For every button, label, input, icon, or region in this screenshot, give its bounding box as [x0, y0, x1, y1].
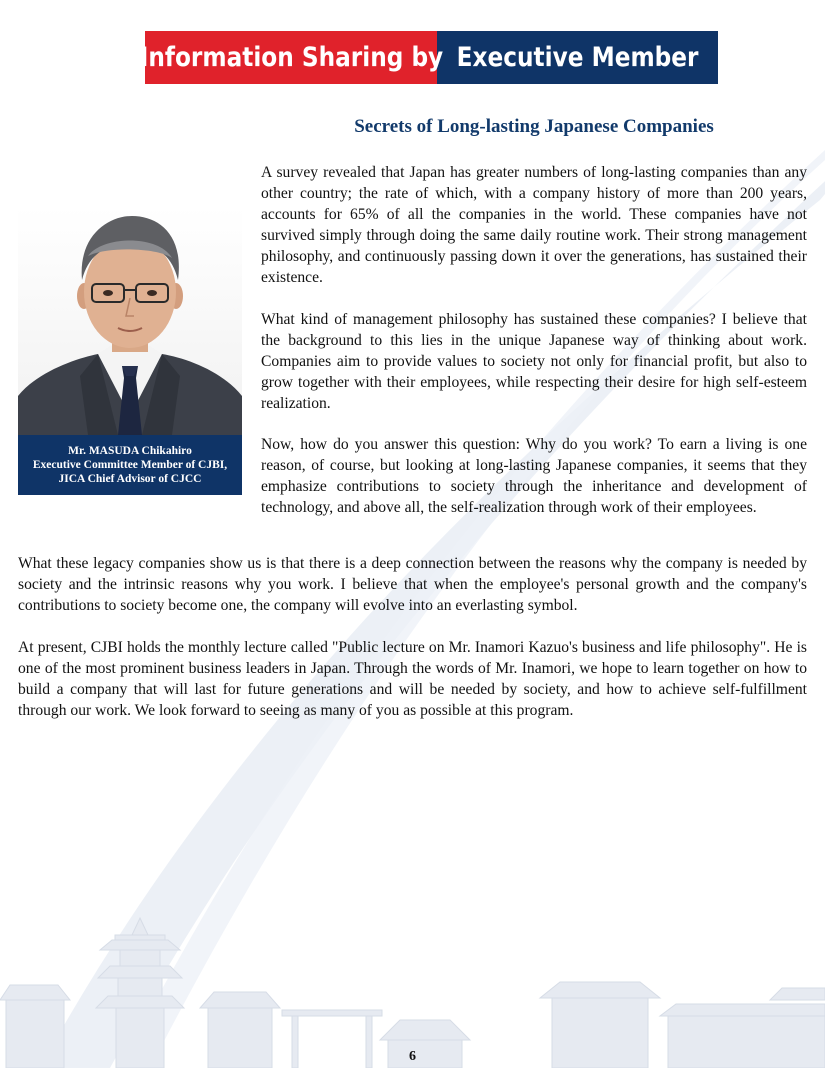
banner-left-block	[139, 31, 443, 84]
page-number: 6	[409, 1049, 416, 1064]
caption-role-jica: JICA Chief Advisor of CJCC	[58, 473, 202, 485]
article-title: Secrets of Long-lasting Japanese Companies	[354, 116, 714, 137]
paragraph-3: Now, how do you answer this question: Why do you work? To earn a living is one reason, of course, but looking at long-lasting Japanese companies, it seems that they emphasize contributions to society through the inheritance and development of technology, and above all, the self-realization through work of their employees.	[261, 436, 807, 516]
temple-silhouette	[0, 918, 825, 1068]
caption-role-cjbi: Executive Committee Member of CJBI,	[32, 459, 228, 471]
executive-portrait	[18, 206, 242, 435]
banner-right-block	[437, 31, 718, 84]
paragraph-5: At present, CJBI holds the monthly lecture called "Public lecture on Mr. Inamori Kazuo's business and life philosophy". He is one of the most prominent business leaders in Japan. Through the words of Mr. Inamori, we hope to learn together on how to build a company that will last for future generations and will be needed by society, and how to achieve self-fulfillment through our work. We look forward to seeing as many of you as possible at this program.	[18, 639, 807, 719]
portrait-caption	[18, 435, 242, 495]
section-banner	[139, 31, 699, 84]
caption-name: Mr. MASUDA Chikahiro	[68, 445, 192, 457]
paragraph-4: What these legacy companies show us is that there is a deep connection between the reasons why the company is needed by society and the intrinsic reasons why you work. I believe that when the employee's personal growth and the company's contributions to society become one, the company will evolve into an everlasting symbol.	[18, 555, 807, 614]
banner-right-text: Executive Member	[456, 42, 699, 73]
paragraph-2: What kind of management philosophy has sustained these companies? I believe that the background to this lies in the unique Japanese way of thinking about work. Companies aim to provide values to society not only for financial profit, but also to grow together with their employees, while respecting their desire for high self-esteem realization.	[261, 311, 807, 412]
paragraph-1: A survey revealed that Japan has greater numbers of long-lasting companies than any other country; the rate of which, with a company history of more than 200 years, accounts for 65% of all the companies in the world. These companies have not survived simply through doing the same daily routine work. Their strong management philosophy, and continuously passing down it over the generations, has sustained their existence.	[261, 164, 807, 286]
banner-left-text: Information Sharing by	[139, 42, 443, 73]
